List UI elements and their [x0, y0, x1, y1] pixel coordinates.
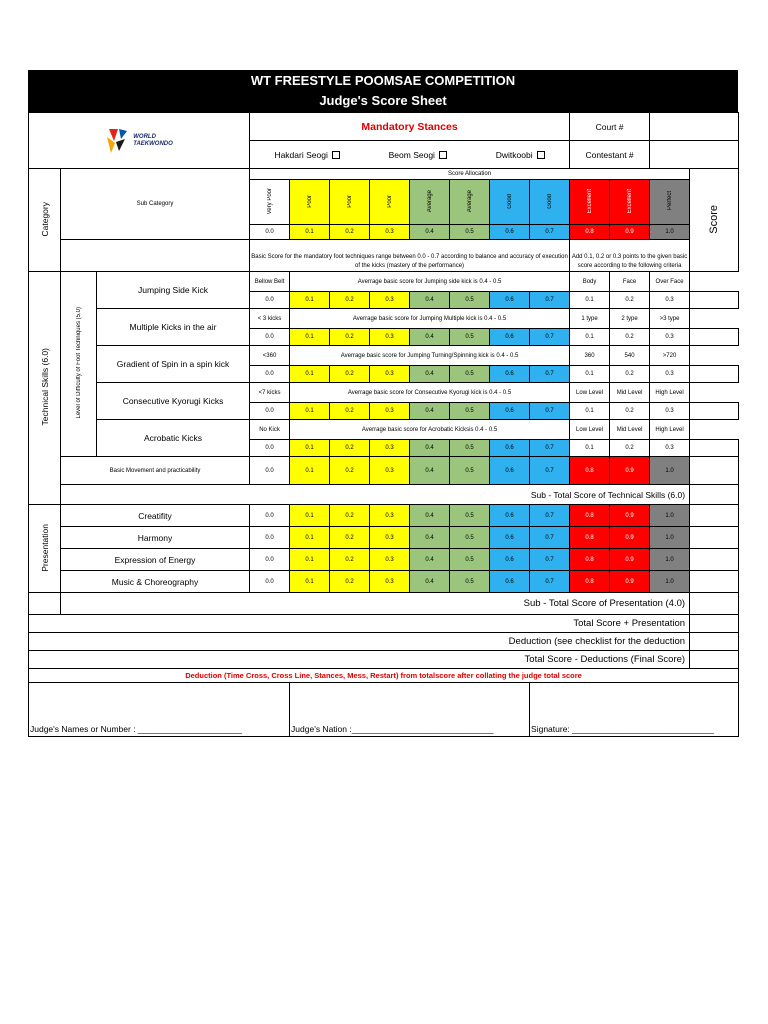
- stance-label: Dwitkoobi: [495, 149, 533, 160]
- kick-score-cell[interactable]: 0.3: [370, 292, 410, 309]
- total-row-value[interactable]: [690, 633, 739, 651]
- stance-checkbox[interactable]: [439, 151, 447, 159]
- rating-header: [370, 180, 410, 225]
- kick-level: Low Level: [570, 420, 610, 440]
- basic-movement-score[interactable]: 0.1: [290, 457, 330, 485]
- presentation-item: Creatifity: [61, 505, 250, 527]
- kick-level: 540: [610, 346, 650, 366]
- rating-header: [650, 180, 690, 225]
- stance-label: Beom Seogi: [388, 149, 435, 160]
- kick-score-cell[interactable]: 0.2: [330, 329, 370, 346]
- presentation-score[interactable]: 0.3: [370, 571, 410, 593]
- presentation-score[interactable]: 0.7: [530, 505, 570, 527]
- stance-checkbox[interactable]: [332, 151, 340, 159]
- rating-header: [410, 180, 450, 225]
- presentation-score[interactable]: 1.0: [650, 527, 690, 549]
- subtotal-presentation-spacer: [29, 593, 61, 615]
- logo-cell: [29, 113, 250, 169]
- rating-value: 0.4: [410, 225, 450, 240]
- rating-value: 0.7: [530, 225, 570, 240]
- score-table: [28, 112, 739, 737]
- presentation-item: Expression of Energy: [61, 549, 250, 571]
- kick-add-value[interactable]: 0.3: [650, 329, 690, 346]
- stance-label: Hakdari Seogi: [274, 149, 328, 160]
- kick-score-cell[interactable]: 0.5: [450, 292, 490, 309]
- presentation-score[interactable]: 0.4: [410, 505, 450, 527]
- presentation-score[interactable]: 0.2: [330, 527, 370, 549]
- difficulty-label: [61, 272, 97, 457]
- presentation-score[interactable]: 0.3: [370, 549, 410, 571]
- rating-value: 0.1: [290, 225, 330, 240]
- kick-score-cell[interactable]: 0.3: [370, 440, 410, 457]
- kick-min-criteria: < 3 kicks: [250, 309, 290, 329]
- presentation-label: [29, 505, 61, 593]
- kick-score-cell[interactable]: 0.0: [250, 366, 290, 383]
- presentation-score[interactable]: 0.1: [290, 505, 330, 527]
- kick-add-value[interactable]: 0.3: [650, 366, 690, 383]
- presentation-score[interactable]: 0.3: [370, 505, 410, 527]
- presentation-score[interactable]: 0.7: [530, 527, 570, 549]
- stance-option: [274, 150, 339, 160]
- contestant-value[interactable]: [650, 141, 739, 169]
- difficulty-text: Level of Difficulty of Foot Techniques (5.0): [75, 307, 82, 419]
- kick-average-note: Averrage basic score for Jumping side kick is 0.4 - 0.5: [290, 272, 570, 292]
- score-column-label: [690, 169, 739, 272]
- kick-score-cell[interactable]: 0.7: [530, 292, 570, 309]
- kick-level: 2 type: [610, 309, 650, 329]
- kick-add-value[interactable]: 0.2: [610, 292, 650, 309]
- judge-name-field[interactable]: Judge's Names or Number : ______________________: [29, 683, 290, 737]
- kick-level: >3 type: [650, 309, 690, 329]
- rating-value: 0.0: [250, 225, 290, 240]
- kick-add-value[interactable]: 0.1: [570, 292, 610, 309]
- kick-level: Low Level: [570, 383, 610, 403]
- kick-score-cell[interactable]: 0.4: [410, 440, 450, 457]
- kick-score-cell[interactable]: 0.4: [410, 329, 450, 346]
- score-allocation-label: Score Allocation: [250, 169, 690, 180]
- kick-average-note: Averrage basic score for Consecutive Kyorugi kick is 0.4 - 0.5: [290, 383, 570, 403]
- rating-value: 0.6: [490, 225, 530, 240]
- stance-option: [389, 150, 447, 160]
- presentation-score[interactable]: 0.9: [610, 527, 650, 549]
- rating-value: 0.5: [450, 225, 490, 240]
- kick-add-value[interactable]: 0.2: [610, 403, 650, 420]
- kick-level: Mid Level: [610, 383, 650, 403]
- kick-score-cell[interactable]: 0.1: [290, 292, 330, 309]
- add-points-note: Add 0.1, 0.2 or 0.3 points to the given basic score according to the following criteria: [570, 240, 690, 272]
- total-row-value[interactable]: [690, 651, 739, 669]
- kick-score-cell[interactable]: 0.6: [490, 329, 530, 346]
- kick-score-cell[interactable]: 0.2: [330, 440, 370, 457]
- kick-average-note: Averrage basic score for Jumping Turning/Spinning kick is 0.4 - 0.5: [290, 346, 570, 366]
- basic-movement-score[interactable]: 0.8: [570, 457, 610, 485]
- rating-value: 0.8: [570, 225, 610, 240]
- presentation-score[interactable]: 0.8: [570, 527, 610, 549]
- subtotal-technical: Sub - Total Score of Technical Skills (6.0): [61, 485, 690, 505]
- kick-add-value[interactable]: 0.3: [650, 440, 690, 457]
- presentation-score[interactable]: 0.9: [610, 549, 650, 571]
- kick-score-cell[interactable]: 0.7: [530, 329, 570, 346]
- kick-score-cell[interactable]: 0.6: [490, 366, 530, 383]
- presentation-score[interactable]: 0.4: [410, 527, 450, 549]
- kick-add-value[interactable]: 0.3: [650, 292, 690, 309]
- kick-level: High Level: [650, 420, 690, 440]
- presentation-score[interactable]: 0.9: [610, 505, 650, 527]
- kick-score-cell[interactable]: 0.1: [290, 329, 330, 346]
- rating-value: 0.3: [370, 225, 410, 240]
- signature-field[interactable]: Signature: ______________________________: [530, 683, 739, 737]
- kick-score-cell[interactable]: 0.4: [410, 403, 450, 420]
- presentation-score[interactable]: 0.5: [450, 527, 490, 549]
- kick-score-total[interactable]: [690, 292, 739, 309]
- court-label: Court #: [570, 113, 650, 141]
- rating-header: [290, 180, 330, 225]
- kick-score-cell[interactable]: 0.1: [290, 403, 330, 420]
- basic-score-note: Basic Score for the mandatory foot techniques range between 0.0 - 0.7 according to balance and accuracy of execution of the kicks (mastery of the performance): [250, 240, 570, 272]
- basic-movement-score[interactable]: 0.5: [450, 457, 490, 485]
- technical-text: Technical Skills (6.0): [39, 348, 50, 426]
- kick-add-value[interactable]: 0.1: [570, 329, 610, 346]
- total-row-label: Total Score - Deductions (Final Score): [29, 651, 690, 669]
- rating-header: [530, 180, 570, 225]
- presentation-score[interactable]: 1.0: [650, 549, 690, 571]
- presentation-score[interactable]: 0.6: [490, 527, 530, 549]
- judge-nation-field[interactable]: Judge's Nation :______________________________: [290, 683, 530, 737]
- presentation-item: Harmony: [61, 527, 250, 549]
- note-spacer: [61, 240, 250, 272]
- kick-score-total[interactable]: [690, 403, 739, 420]
- presentation-score[interactable]: 0.5: [450, 571, 490, 593]
- rating-header: [330, 180, 370, 225]
- rating-label: Average: [466, 189, 473, 213]
- presentation-score[interactable]: 0.7: [530, 571, 570, 593]
- kick-score-cell[interactable]: 0.5: [450, 329, 490, 346]
- technical-skills-label: [29, 272, 61, 505]
- kick-level: High Level: [650, 383, 690, 403]
- subtotal-technical-value[interactable]: [690, 485, 739, 505]
- total-row-label: Deduction (see checklist for the deduction: [29, 633, 690, 651]
- kick-score-total[interactable]: [690, 366, 739, 383]
- score-text: Score: [708, 204, 721, 234]
- rating-label: Average: [426, 189, 433, 213]
- kick-name: Acrobatic Kicks: [97, 420, 250, 457]
- kick-min-criteria: Bellow Belt: [250, 272, 290, 292]
- kick-level: >720: [650, 346, 690, 366]
- kick-score-total[interactable]: [690, 440, 739, 457]
- presentation-score[interactable]: 0.0: [250, 571, 290, 593]
- total-row-value[interactable]: [690, 615, 739, 633]
- logo-line-2: TAEKWONDO: [133, 140, 173, 147]
- rating-value: 0.2: [330, 225, 370, 240]
- kick-name: Multiple Kicks in the air: [97, 309, 250, 346]
- presentation-score[interactable]: 0.6: [490, 571, 530, 593]
- kick-score-cell[interactable]: 0.2: [330, 403, 370, 420]
- kick-score-cell[interactable]: 0.4: [410, 292, 450, 309]
- rating-header: [450, 180, 490, 225]
- kick-name: Gradient of Spin in a spin kick: [97, 346, 250, 383]
- presentation-score[interactable]: 0.8: [570, 549, 610, 571]
- presentation-score[interactable]: 0.7: [530, 549, 570, 571]
- rating-label: Good: [546, 193, 553, 209]
- kick-name: Jumping Side Kick: [97, 272, 250, 309]
- kick-min-criteria: <7 kicks: [250, 383, 290, 403]
- presentation-score[interactable]: 0.5: [450, 549, 490, 571]
- rating-label: Good: [506, 193, 513, 209]
- kick-min-criteria: No Kick: [250, 420, 290, 440]
- presentation-score[interactable]: 0.0: [250, 505, 290, 527]
- kick-level: 1 type: [570, 309, 610, 329]
- kick-score-cell[interactable]: 0.0: [250, 403, 290, 420]
- presentation-score[interactable]: 1.0: [650, 571, 690, 593]
- kick-score-cell[interactable]: 0.1: [290, 440, 330, 457]
- kick-score-total[interactable]: [690, 329, 739, 346]
- kick-score-cell[interactable]: 0.4: [410, 366, 450, 383]
- basic-movement-score[interactable]: 1.0: [650, 457, 690, 485]
- rating-label: Poor: [306, 194, 313, 208]
- presentation-score[interactable]: 0.6: [490, 505, 530, 527]
- presentation-score[interactable]: 0.2: [330, 549, 370, 571]
- presentation-score[interactable]: 0.3: [370, 527, 410, 549]
- presentation-score[interactable]: 0.8: [570, 505, 610, 527]
- kick-score-cell[interactable]: 0.6: [490, 403, 530, 420]
- presentation-item: Music & Choreography: [61, 571, 250, 593]
- kick-level: Body: [570, 272, 610, 292]
- kick-name: Consecutive Kyorugi Kicks: [97, 383, 250, 420]
- kick-add-value[interactable]: 0.1: [570, 403, 610, 420]
- title-line-2: Judge's Score Sheet: [319, 93, 447, 108]
- kick-add-value[interactable]: 0.3: [650, 403, 690, 420]
- score-sheet: [28, 70, 738, 737]
- kick-level: Over Face: [650, 272, 690, 292]
- presentation-score[interactable]: 0.0: [250, 527, 290, 549]
- rating-value: 1.0: [650, 225, 690, 240]
- sheet-title: [28, 70, 738, 112]
- subtotal-presentation-value[interactable]: [690, 593, 739, 615]
- rating-header: [610, 180, 650, 225]
- rating-header: [250, 180, 290, 225]
- kick-average-note: Averrage basic score for Acrobatic Kicksis 0.4 - 0.5: [290, 420, 570, 440]
- kick-score-cell[interactable]: 0.2: [330, 366, 370, 383]
- presentation-score[interactable]: 0.5: [450, 505, 490, 527]
- kick-min-criteria: <360: [250, 346, 290, 366]
- rating-header: [490, 180, 530, 225]
- subtotal-presentation: Sub - Total Score of Presentation (4.0): [61, 593, 690, 615]
- stance-option: [496, 150, 545, 160]
- category-text: Category: [39, 201, 50, 237]
- rating-label: Excellent: [586, 188, 593, 214]
- kick-score-cell[interactable]: 0.5: [450, 440, 490, 457]
- rating-label: Poor: [386, 194, 393, 208]
- presentation-total[interactable]: [690, 549, 739, 571]
- presentation-text: Presentation: [39, 523, 50, 572]
- kick-level: 360: [570, 346, 610, 366]
- rating-label: Perfect: [666, 191, 673, 211]
- kick-score-cell[interactable]: 0.7: [530, 403, 570, 420]
- taekwondo-emblem-icon: [105, 127, 129, 155]
- presentation-score[interactable]: 0.2: [330, 571, 370, 593]
- presentation-score[interactable]: 1.0: [650, 505, 690, 527]
- presentation-score[interactable]: 0.8: [570, 571, 610, 593]
- presentation-score[interactable]: 0.6: [490, 549, 530, 571]
- kick-add-value[interactable]: 0.2: [610, 366, 650, 383]
- presentation-score[interactable]: 0.4: [410, 549, 450, 571]
- kick-add-value[interactable]: 0.1: [570, 366, 610, 383]
- kick-score-cell[interactable]: 0.7: [530, 366, 570, 383]
- kick-score-cell[interactable]: 0.0: [250, 440, 290, 457]
- basic-movement-total[interactable]: [690, 457, 739, 485]
- kick-score-cell[interactable]: 0.0: [250, 292, 290, 309]
- kick-average-note: Averrage basic score for Jumping Multiple kick is 0.4 - 0.5: [290, 309, 570, 329]
- kick-score-cell[interactable]: 0.2: [330, 292, 370, 309]
- kick-add-value[interactable]: 0.1: [570, 440, 610, 457]
- presentation-score[interactable]: 0.1: [290, 549, 330, 571]
- title-line-1: WT FREESTYLE POOMSAE COMPETITION: [250, 73, 516, 88]
- kick-score-cell[interactable]: 0.3: [370, 403, 410, 420]
- kick-score-cell[interactable]: 0.5: [450, 366, 490, 383]
- rating-header: [570, 180, 610, 225]
- basic-movement-score[interactable]: 0.2: [330, 457, 370, 485]
- basic-movement-score[interactable]: 0.0: [250, 457, 290, 485]
- kick-score-cell[interactable]: 0.5: [450, 403, 490, 420]
- kick-score-cell[interactable]: 0.6: [490, 440, 530, 457]
- presentation-total[interactable]: [690, 571, 739, 593]
- deduction-note: Deduction (Time Cross, Cross Line, Stances, Mess, Restart) from totalscore after collating the judge total score: [29, 669, 739, 683]
- kick-add-value[interactable]: 0.2: [610, 440, 650, 457]
- basic-movement-label: Basic Movement and practicability: [61, 457, 250, 485]
- logo-line-1: WORLD: [133, 133, 156, 140]
- rating-label: Excellent: [626, 188, 633, 214]
- contestant-label: Contestant #: [570, 141, 650, 169]
- kick-score-cell[interactable]: 0.6: [490, 292, 530, 309]
- mandatory-stances-title: Mandatory Stances: [250, 113, 570, 141]
- kick-score-cell[interactable]: 0.1: [290, 366, 330, 383]
- basic-movement-score[interactable]: 0.6: [490, 457, 530, 485]
- basic-movement-score[interactable]: 0.3: [370, 457, 410, 485]
- rating-label: Very Poor: [266, 187, 273, 215]
- kick-score-cell[interactable]: 0.3: [370, 366, 410, 383]
- total-row-label: Total Score + Presentation: [29, 615, 690, 633]
- kick-score-cell[interactable]: 0.0: [250, 329, 290, 346]
- stances-row: [250, 141, 570, 169]
- stance-checkbox[interactable]: [537, 151, 545, 159]
- basic-movement-score[interactable]: 0.4: [410, 457, 450, 485]
- presentation-total[interactable]: [690, 505, 739, 527]
- basic-movement-score[interactable]: 0.9: [610, 457, 650, 485]
- world-taekwondo-logo: [29, 127, 249, 155]
- basic-movement-score[interactable]: 0.7: [530, 457, 570, 485]
- kick-level: Mid Level: [610, 420, 650, 440]
- presentation-total[interactable]: [690, 527, 739, 549]
- presentation-score[interactable]: 0.2: [330, 505, 370, 527]
- subcategory-label: Sub Category: [61, 169, 250, 240]
- presentation-score[interactable]: 0.4: [410, 571, 450, 593]
- rating-value: 0.9: [610, 225, 650, 240]
- kick-score-cell[interactable]: 0.3: [370, 329, 410, 346]
- court-value[interactable]: [650, 113, 739, 141]
- kick-add-value[interactable]: 0.2: [610, 329, 650, 346]
- presentation-score[interactable]: 0.1: [290, 527, 330, 549]
- kick-level: Face: [610, 272, 650, 292]
- rating-label: Poor: [346, 194, 353, 208]
- presentation-score[interactable]: 0.9: [610, 571, 650, 593]
- kick-score-cell[interactable]: 0.7: [530, 440, 570, 457]
- category-label: [29, 169, 61, 272]
- presentation-score[interactable]: 0.0: [250, 549, 290, 571]
- presentation-score[interactable]: 0.1: [290, 571, 330, 593]
